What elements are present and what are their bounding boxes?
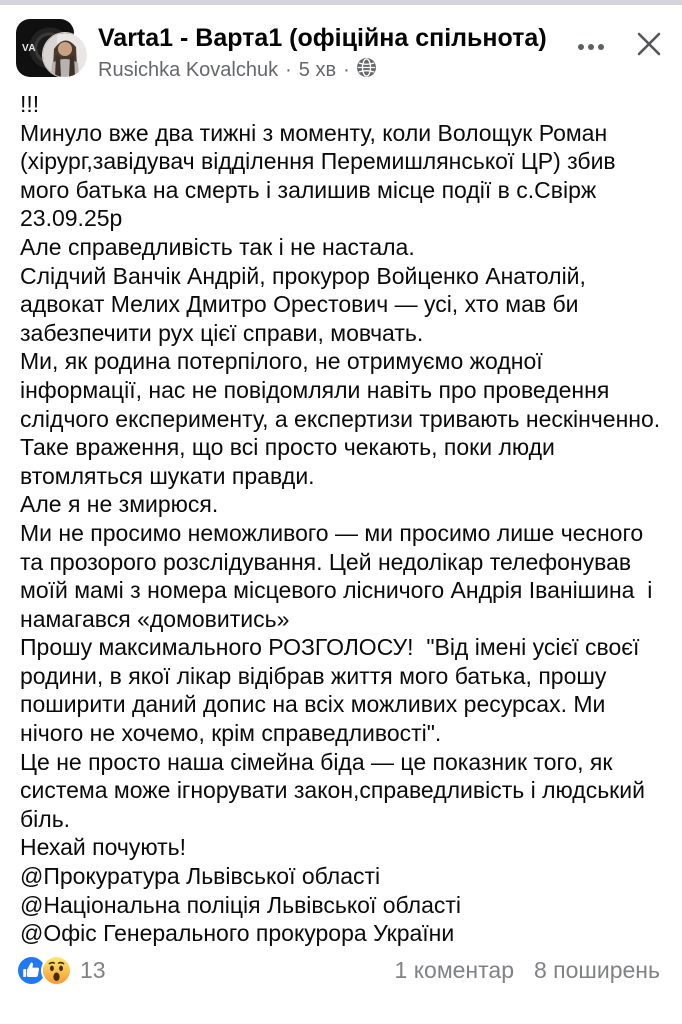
post-engagement-bar [0,948,682,984]
shares-count[interactable]: 8 поширень [534,956,660,983]
header-actions [578,19,664,64]
page-title[interactable]: Varta1 - Варта1 (офіційна спільнота) [98,24,547,52]
more-options-icon[interactable] [578,40,604,54]
comments-count[interactable]: 1 коментар [394,956,514,983]
post-paragraph: Слідчий Ванчік Андрій, прокурор Войценко Анатолій, адвокат Мелих Дмитро Орестович — усі, хто мав би забезпечити рух цієї справи, мовчать. [20,262,593,346]
avatar-monogram: VA [22,43,37,54]
separator-dot: · [285,58,292,81]
post-content [0,83,682,948]
avatar[interactable] [16,19,98,81]
post-paragraph: Ми, як родина потерпілого, не отримуємо жодної інформації, нас не повідомляли навіть про проведення слідчого експерименту, а експертизи тривають нескінченно. [20,348,661,432]
post-paragraph: @Офіс Генерального прокурора України [20,920,455,947]
post-paragraph: Це не просто наша сімейна біда — це показник того, як система може ігнорувати закон,справедливість і людський біль. [20,748,652,832]
author-name[interactable]: Rusichka Kovalchuk [98,58,279,81]
post-header [0,5,682,83]
post-paragraph: Нехай почують! [20,834,187,861]
post-paragraph: Ми не просимо неможливого — ми просимо лише чесного та прозорого розслідування. Цей недолікар телефонував моїй мамі з номера місцевого лісничого Андрія Іванішина і намагався «домовитись» [20,519,659,632]
reaction-count: 13 [80,956,106,983]
separator-dot: · [343,58,350,81]
post-paragraph: Таке враження, що всі просто чекають, поки люди втомляться шукати правди. [20,434,562,489]
person-photo-placeholder [43,33,87,77]
author-photo-avatar [43,33,87,77]
post-paragraph: Але справедливість так і не настала. [20,233,415,260]
post-byline [98,56,578,83]
post-paragraph: !!! [20,91,40,117]
header-text-block [98,19,578,83]
comments-shares-meta [395,957,660,984]
like-reaction-icon [18,957,45,984]
post-paragraph: Минуло вже два тижні з моменту, коли Волощук Роман (хірург,завідувач відділення Перемишлянської ЦР) збив мого батька на смерть і залишив місце події в с.Свірж 23.09.25р [20,119,623,232]
post-paragraph: @Прокуратура Львівської області [20,863,381,890]
post-paragraph: Прошу максимального РОЗГОЛОСУ! "Від імені усієї своєї родини, в якої лікар відібрав життя мого батька, прошу поширити даний допис на всіх можливих ресурсах. Ми нічого не хочемо, крім справедливості". [20,634,646,747]
close-icon[interactable] [634,29,664,64]
globe-public-icon [357,58,376,83]
post-paragraph: @Національна поліція Львівської області [20,891,462,918]
post-paragraph: Але я не змирюся. [20,491,219,518]
timestamp: 5 хв [298,58,337,81]
reactions-summary[interactable] [18,957,106,984]
wow-reaction-icon [43,957,70,984]
